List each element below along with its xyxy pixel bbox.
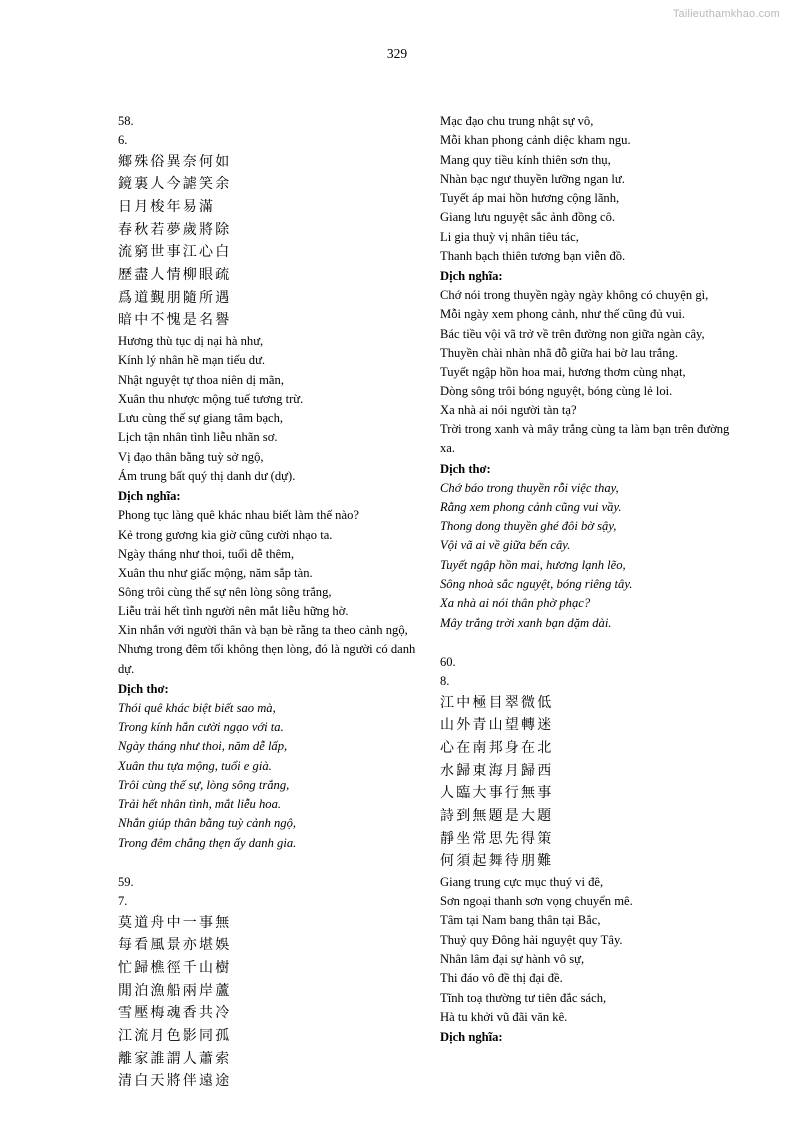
meaning-line: Xin nhắn với người thân và bạn bè rằng ta theo cảnh ngộ,: [118, 623, 408, 638]
han-line: 何須起舞待朋難: [440, 853, 554, 870]
meaning-line: Tuyết ngập hồn hoa mai, hương thơm cùng nhạt,: [440, 364, 686, 379]
han-line: 暗中不愧是名譽: [118, 312, 232, 329]
transliteration-line: Hà tu khởi vũ đãi văn kê.: [440, 1009, 568, 1024]
meaning-line: Xa nhà ai nói người tàn tạ?: [440, 403, 577, 418]
dich-nghia-label: Dịch nghĩa:: [440, 1030, 503, 1045]
transliteration-line: Tuyết áp mai hồn hương cộng lãnh,: [440, 191, 620, 206]
transliteration-block: [118, 332, 418, 486]
poem-translation-block: [440, 479, 740, 633]
han-line: 清白天將伴遠途: [118, 1073, 232, 1090]
meaning-line: Mỗi ngày xem phong cảnh, như thế cũng đủ vui.: [440, 307, 686, 322]
dich-tho-label: Dịch thơ:: [118, 681, 169, 696]
poem-line: Trải hết nhân tình, mắt liễu hoa.: [118, 797, 282, 812]
han-text-block: [118, 912, 418, 1093]
transliteration-line: Thanh bạch thiên tương bạn viễn đồ.: [440, 248, 626, 263]
transliteration-line: Li gia thuỳ vị nhân tiêu tác,: [440, 229, 579, 244]
meaning-line: Thuyền chài nhàn nhã đỗ giữa hai bờ lau trắng.: [440, 345, 679, 360]
entry-number-inner: 6.: [118, 133, 128, 148]
transliteration-line: Mang quy tiều kính thiên sơn thụ,: [440, 152, 611, 167]
poem-line: Ngày tháng như thoi, năm dễ lấp,: [118, 739, 288, 754]
transliteration-line: Tâm tại Nam bang thân tại Bắc,: [440, 913, 601, 928]
left-column: [118, 112, 418, 1093]
poem-line: Thong dong thuyền ghé đôi bờ sậy,: [440, 519, 617, 534]
entry-spacer: [118, 853, 418, 873]
transliteration-block: [440, 112, 740, 266]
han-line: 鄉殊俗異奈何如: [118, 153, 232, 170]
poem-line: Trôi cùng thế sự, lòng sông trắng,: [118, 777, 290, 792]
transliteration-line: Nhàn bạc ngư thuyền lưỡng ngan lư.: [440, 171, 625, 186]
transliteration-line: Xuân thu nhược mộng tuế tương trừ.: [118, 391, 304, 406]
han-line: 靜坐常思先得策: [440, 830, 554, 847]
han-line: 日月梭年易滿: [118, 199, 216, 216]
transliteration-line: Hương thù tục dị nại hà như,: [118, 334, 264, 349]
page-columns: [0, 112, 794, 1090]
meaning-block: [118, 506, 418, 678]
transliteration-line: Thi đáo vô đề thị đại đề.: [440, 971, 563, 986]
han-line: 離家誰謂人蕭索: [118, 1050, 232, 1067]
meaning-line: Dòng sông trôi bóng nguyệt, bóng cùng lẻ loi.: [440, 383, 673, 398]
entry-number-inner: 8.: [440, 674, 450, 689]
transliteration-line: Nhân lâm đại sự hành vô sự,: [440, 951, 585, 966]
watermark: Tailieuthamkhao.com: [672, 8, 780, 20]
entry-number-outer: 58.: [118, 114, 134, 128]
meaning-line: Kẻ trong gương kia giờ cũng cười nhạo ta.: [118, 527, 333, 542]
han-line: 每看風景亦堪娛: [118, 937, 232, 954]
poem-translation-block: [118, 699, 418, 853]
poem-line: Xa nhà ai nói thân phờ phạc?: [440, 596, 591, 611]
dich-nghia-label: Dịch nghĩa:: [440, 269, 503, 284]
transliteration-line: Giang trung cực mục thuý vi đê,: [440, 874, 604, 889]
transliteration-line: Giang lưu nguyệt sắc ảnh đồng cô.: [440, 210, 616, 225]
meaning-block: [440, 286, 740, 458]
poem-line: Trong kính hắn cười ngạo với ta.: [118, 720, 284, 735]
page-number: 329: [386, 46, 408, 61]
poem-line: Trong đêm chẳng thẹn ấy danh gia.: [118, 835, 297, 850]
han-line: 江中極目翠微低: [440, 694, 554, 711]
poem-entry-60: [440, 653, 740, 1047]
transliteration-line: Sơn ngoại thanh sơn vọng chuyển mê.: [440, 894, 633, 909]
meaning-line: Ngày tháng như thoi, tuổi dễ thêm,: [118, 546, 295, 561]
transliteration-line: Lưu cùng thế sự giang tâm bạch,: [118, 411, 284, 426]
meaning-line: Phong tục làng quê khác nhau biết làm thế nào?: [118, 508, 359, 523]
poem-line: Vội vã ai về giữa bến cây.: [440, 538, 571, 553]
han-line: 詩到無題是大題: [440, 807, 554, 824]
transliteration-line: Mỗi khan phong cảnh diệc kham ngu.: [440, 133, 631, 148]
poem-line: Thói quê khác biệt biết sao mà,: [118, 700, 276, 715]
poem-line: Rằng xem phong cảnh cũng vui vầy.: [440, 499, 622, 514]
meaning-line: Nhưng trong đêm tối không thẹn lòng, đó là người có danh dự.: [118, 642, 419, 676]
han-text-block: [118, 151, 418, 332]
han-line: 人臨大事行無事: [440, 785, 554, 802]
entry-number-outer: 59.: [118, 874, 134, 889]
meaning-line: Xuân thu như giấc mộng, năm sắp tàn.: [118, 565, 313, 580]
han-line: 莫道舟中一事無: [118, 914, 232, 931]
transliteration-line: Vị đạo thân bằng tuỳ sở ngộ,: [118, 449, 264, 464]
poem-line: Mây trắng trời xanh bạn dặm dài.: [440, 615, 612, 630]
poem-line: Nhắn giúp thân bằng tuỳ cảnh ngộ,: [118, 816, 297, 831]
entry-spacer: [440, 633, 740, 653]
han-line: 忙歸樵徑千山樹: [118, 960, 232, 977]
han-line: 鏡裏人今謔笑余: [118, 176, 232, 193]
poem-line: Tuyết ngập hồn mai, hương lạnh lẽo,: [440, 557, 626, 572]
han-text-block: [440, 692, 740, 873]
han-line: 爲道覲朋隨所遇: [118, 289, 232, 306]
han-line: 雪壓梅魂香共冷: [118, 1005, 232, 1022]
poem-entry-58: [118, 112, 418, 853]
han-line: 春秋若夢歲將除: [118, 221, 232, 238]
transliteration-line: Tĩnh toạ thường tư tiên đắc sách,: [440, 990, 607, 1005]
entry-number-inner: 7.: [118, 894, 128, 909]
han-line: 心在南邦身在北: [440, 739, 554, 756]
han-line: 水歸東海月歸西: [440, 762, 554, 779]
dich-nghia-label: Dịch nghĩa:: [118, 489, 181, 504]
poem-line: Xuân thu tựa mộng, tuổi e già.: [118, 758, 272, 773]
transliteration-line: Thuỷ quy Đông hải nguyệt quy Tây.: [440, 932, 623, 947]
meaning-line: Sông trôi cùng thế sự nên lòng sông trắng,: [118, 584, 332, 599]
han-line: 江流月色影同孤: [118, 1028, 232, 1045]
han-line: 流窮世事江心白: [118, 244, 232, 261]
entry-number-outer: 60.: [440, 654, 456, 669]
transliteration-line: Lịch tận nhân tình liễu nhãn sơ.: [118, 430, 278, 445]
han-line: 山外青山望轉迷: [440, 717, 554, 734]
dich-tho-label: Dịch thơ:: [440, 461, 491, 476]
poem-entry-59-continued: [440, 112, 740, 633]
han-line: 閒泊漁船兩岸蘆: [118, 982, 232, 999]
transliteration-line: Nhật nguyệt tự thoa niên dị mãn,: [118, 372, 284, 387]
meaning-line: Chớ nói trong thuyền ngày ngày không có chuyện gì,: [440, 288, 709, 303]
meaning-line: Trời trong xanh và mây trắng cùng ta làm bạn trên đường xa.: [440, 422, 733, 456]
han-line: 歷盡人情柳眼疏: [118, 267, 232, 284]
right-column: [440, 112, 740, 1047]
poem-line: Chớ báo trong thuyền rỗi việc thay,: [440, 480, 619, 495]
transliteration-block: [440, 873, 740, 1027]
transliteration-line: Kính lý nhân hề mạn tiếu dư.: [118, 353, 266, 368]
meaning-line: Bác tiều vội vã trở về trên đường non giữa ngàn cây,: [440, 326, 705, 341]
transliteration-line: Mạc đạo chu trung nhật sự vô,: [440, 114, 594, 128]
meaning-line: Liễu trải hết tình người nên mắt liễu hững hờ.: [118, 604, 349, 619]
poem-entry-59: [118, 873, 418, 1093]
transliteration-line: Ám trung bất quý thị danh dư (dự).: [118, 468, 296, 483]
poem-line: Sông nhoà sắc nguyệt, bóng riêng tây.: [440, 577, 633, 591]
